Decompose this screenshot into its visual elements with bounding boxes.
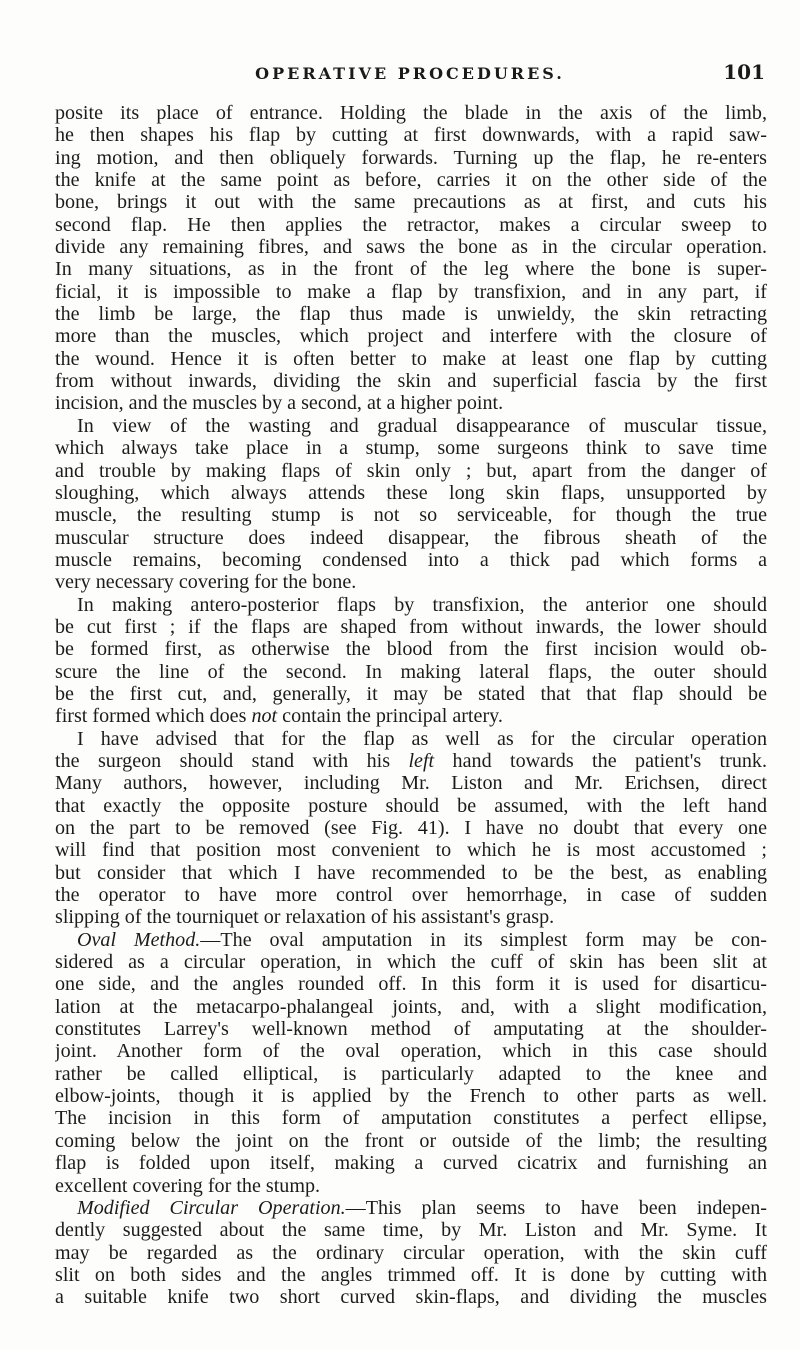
text-line: excellent covering for the stump. [55,1174,321,1197]
text-line: the limb be large, the flap thus made is unwieldy, the skin retracting [55,303,767,326]
text-line: divide any remaining fibres, and saws the bone as in the circular operation. [55,236,767,259]
text-line: more than the muscles, which project and interfere with the closure of [55,325,767,348]
text-line: joint. Another form of the oval operation, which in this case should [55,1040,767,1063]
text-line: incision, and the muscles by a second, at a higher point. [55,392,504,415]
text-line: lation at the metacarpo-phalangeal joints, and, with a slight modification, [55,995,767,1018]
text-line: the knife at the same point as before, carries it on the other side of the [55,169,767,192]
text-line: but consider that which I have recommended to be the best, as enabling [55,861,767,884]
text-line: first formed which does not contain the principal artery. [55,705,503,728]
text-line: be the first cut, and, generally, it may be stated that that flap should be [55,682,767,705]
text-line: Modified Circular Operation.—This plan seems to have been indepen- [77,1196,767,1219]
text-line: the surgeon should stand with his left hand towards the patient's trunk. [55,749,767,772]
page-number: 101 [723,60,765,84]
text-line: In many situations, as in the front of the leg where the bone is super- [55,258,767,281]
text-line: muscular structure does indeed disappear, the fibrous sheath of the [55,526,767,549]
text-line: he then shapes his flap by cutting at first downwards, with a rapid saw- [55,124,767,147]
text-line: the operator to have more control over hemorrhage, in case of sudden [55,884,767,907]
text-line: on the part to be removed (see Fig. 41). I have no doubt that every one [55,817,767,839]
text-line: scure the line of the second. In making lateral flaps, the outer should [55,660,767,683]
running-title: OPERATIVE PROCEDURES. [255,64,565,83]
text-line: very necessary covering for the bone. [55,571,357,594]
text-line: ficial, it is impossible to make a flap by transfixion, and in any part, if [55,280,767,303]
text-line: The incision in this form of amputation constitutes a perfect ellipse, [55,1107,767,1130]
running-head [55,60,765,90]
text-line: be formed first, as otherwise the blood from the first incision would ob- [55,638,767,661]
text-line: slit on both sides and the angles trimmed off. It is done by cutting with [55,1263,767,1286]
body-text [55,102,767,1309]
text-line: one side, and the angles rounded off. In this form it is used for disarticu- [55,973,767,996]
text-line: sidered as a circular operation, in which the cuff of skin has been slit at [55,951,767,974]
text-line: In making antero-posterior flaps by transfixion, the anterior one should [77,593,767,616]
text-line: Many authors, however, including Mr. Liston and Mr. Erichsen, direct [55,772,767,795]
text-line: rather be called elliptical, is particularly adapted to the knee and [55,1062,767,1085]
text-line: from without inwards, dividing the skin and superficial fascia by the first [55,370,767,393]
text-line: Oval Method.—The oval amputation in its simplest form may be con- [77,928,767,951]
text-line: elbow-joints, though it is applied by the French to other parts as well. [55,1085,767,1108]
text-line: that exactly the opposite posture should be assumed, with the left hand [55,794,767,817]
text-line: the wound. Hence it is often better to make at least one flap by cutting [55,347,767,370]
text-line: ing motion, and then obliquely forwards. Turning up the flap, he re-enters [55,146,767,169]
text-line: and trouble by making flaps of skin only ; but, apart from the danger of [55,459,767,482]
text-line: constitutes Larrey's well-known method of amputating at the shoulder- [55,1018,767,1041]
text-line: posite its place of entrance. Holding the blade in the axis of the limb, [55,102,767,124]
text-line: will find that position most convenient to which he is most accustomed ; [55,839,767,862]
text-line: sloughing, which always attends these long skin flaps, unsupported by [55,481,767,504]
text-line: I have advised that for the flap as well as for the circular operation [77,727,767,750]
text-line: bone, brings it out with the same precautions as at first, and cuts his [55,191,767,214]
text-line: flap is folded upon itself, making a curved cicatrix and furnishing an [55,1152,767,1175]
text-line: muscle, the resulting stump is not so serviceable, for though the true [55,504,767,527]
text-line: coming below the joint on the front or outside of the limb; the resulting [55,1129,767,1152]
text-line: In view of the wasting and gradual disappearance of muscular tissue, [77,414,767,437]
text-line: be cut first ; if the flaps are shaped from without inwards, the lower should [55,615,767,638]
text-line: dently suggested about the same time, by Mr. Liston and Mr. Syme. It [55,1219,767,1242]
text-line: slipping of the tourniquet or relaxation of his assistant's grasp. [55,906,555,929]
text-line: may be regarded as the ordinary circular operation, with the skin cuff [55,1241,767,1264]
text-line: muscle remains, becoming condensed into a thick pad which forms a [55,548,767,571]
text-line: a suitable knife two short curved skin-flaps, and dividing the muscles [55,1286,767,1309]
text-line: which always take place in a stump, some surgeons think to save time [55,437,767,460]
text-line: second flap. He then applies the retractor, makes a circular sweep to [55,213,767,236]
